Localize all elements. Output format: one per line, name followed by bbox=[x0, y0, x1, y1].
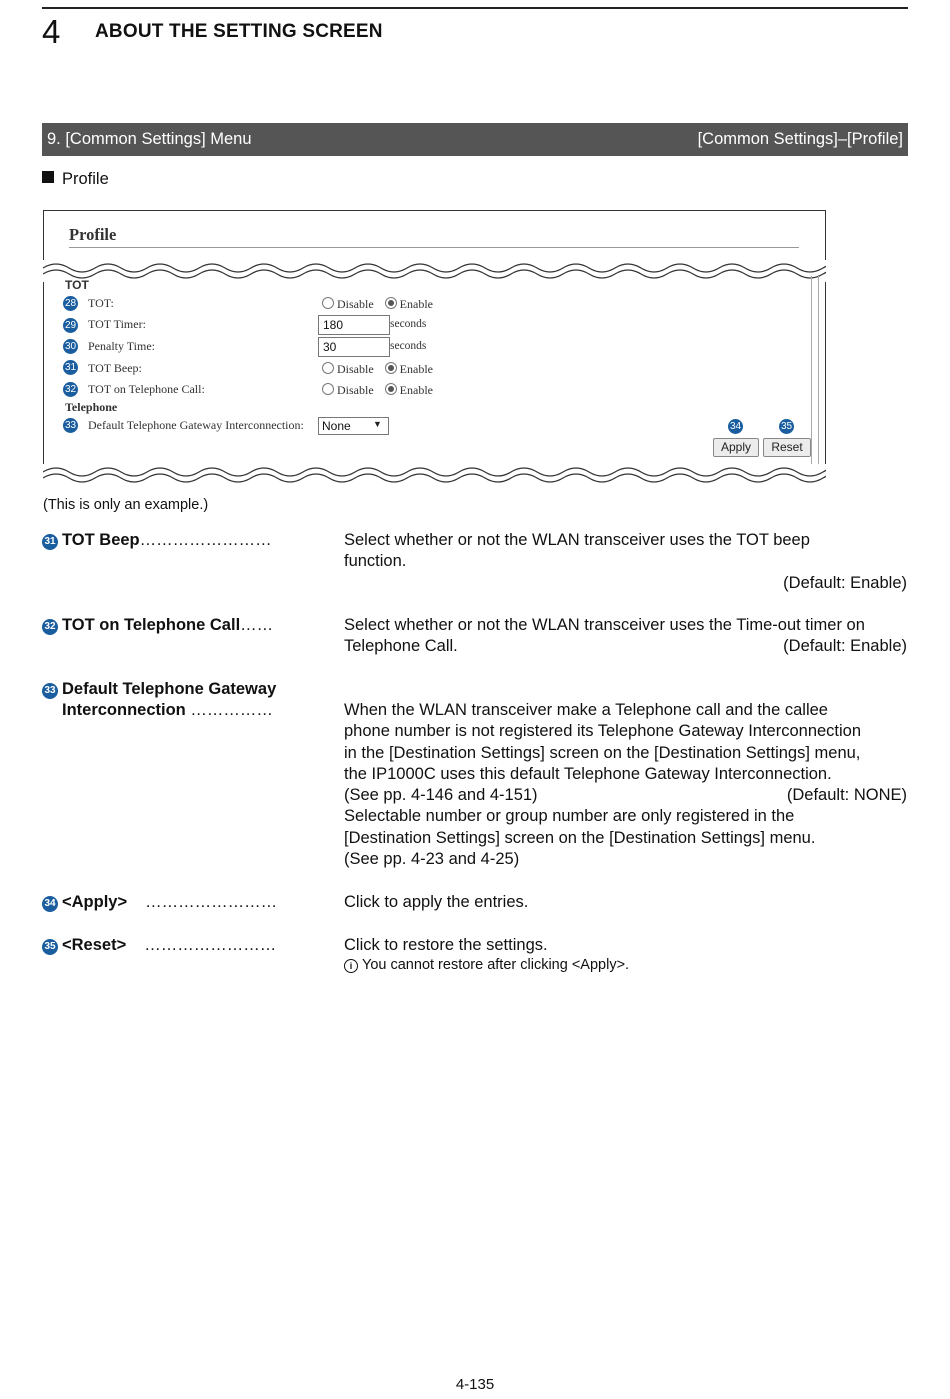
badge-29: 29 bbox=[64, 320, 77, 331]
row-label-tot-telephone: TOT on Telephone Call: bbox=[88, 382, 205, 396]
menu-bar bbox=[42, 123, 908, 156]
row-label-penalty-time: Penalty Time: bbox=[88, 339, 156, 353]
entry-note: i You cannot restore after clicking <Apply>. bbox=[344, 956, 907, 975]
entry-desc-apply: Click to apply the entries. bbox=[344, 893, 529, 911]
entry-desc-default-gateway: When the WLAN transceiver make a Telephone call and the callee phone number is not registered its Telephone Gateway Interconnection in the [Destination Settings] screen on the [Destination Settings] menu, the IP1000C uses this default Telephone Gateway Interconnection. (See pp. 4-146 and 4-151) (Default: NONE) Selectable number or group number are only registered in the [Destination Settings] screen on the [Destination Settings] menu. (See pp. 4-23 and 4-25) bbox=[344, 701, 907, 869]
apply-button[interactable]: Apply bbox=[713, 438, 759, 457]
reset-button[interactable]: Reset bbox=[763, 438, 811, 457]
entry-desc-reset: Click to restore the settings. i You cannot restore after clicking <Apply>. bbox=[344, 935, 907, 975]
example-note: (This is only an example.) bbox=[43, 497, 209, 513]
radio-off-icon bbox=[322, 297, 334, 309]
badge-33: 33 bbox=[42, 683, 58, 699]
chevron-down-icon: ▼ bbox=[373, 419, 382, 429]
top-rule bbox=[42, 7, 908, 9]
badge-28: 28 bbox=[64, 298, 77, 309]
entry-term-default-gateway: 33 Default Telephone Gateway Interconnection …………… bbox=[42, 679, 276, 721]
badge-31: 31 bbox=[64, 362, 77, 373]
tot-beep-enable-option[interactable]: Enable bbox=[385, 362, 433, 376]
row-label-tot-timer: TOT Timer: bbox=[88, 317, 146, 331]
radio-on-icon bbox=[385, 297, 397, 309]
screenshot-frame bbox=[43, 210, 826, 490]
section-label: Profile bbox=[62, 170, 109, 188]
default-value: (Default: Enable) bbox=[783, 573, 907, 592]
group-label-telephone: Telephone bbox=[65, 400, 118, 414]
tot-timer-unit: seconds bbox=[390, 318, 427, 330]
chapter-number: 4 bbox=[42, 13, 61, 50]
radio-on-icon bbox=[385, 383, 397, 395]
default-gateway-select[interactable]: None bbox=[318, 417, 389, 435]
wave-break-bottom bbox=[43, 464, 826, 490]
penalty-time-unit: seconds bbox=[390, 340, 427, 352]
badge-30: 30 bbox=[64, 341, 77, 352]
tot-timer-input[interactable]: 180 bbox=[318, 315, 390, 335]
section-heading bbox=[42, 168, 109, 190]
badge-35: 35 bbox=[42, 939, 58, 955]
group-label-tot: TOT bbox=[65, 278, 89, 292]
badge-33: 33 bbox=[64, 420, 77, 431]
info-icon: i bbox=[344, 959, 358, 973]
settings-screenshot bbox=[43, 210, 826, 490]
row-label-tot: TOT: bbox=[88, 296, 114, 310]
badge-35: 35 bbox=[780, 421, 793, 432]
radio-off-icon bbox=[322, 383, 334, 395]
badge-34: 34 bbox=[729, 421, 742, 432]
badge-32: 32 bbox=[42, 619, 58, 635]
tot-enable-option[interactable]: Enable bbox=[385, 297, 433, 311]
row-label-tot-beep: TOT Beep: bbox=[88, 361, 142, 375]
badge-32: 32 bbox=[64, 384, 77, 395]
screenshot-scrollbar bbox=[811, 276, 819, 466]
radio-on-icon bbox=[385, 362, 397, 374]
tot-telephone-disable-option[interactable]: Disable bbox=[322, 383, 374, 397]
tot-telephone-radio-group bbox=[322, 383, 441, 398]
tot-radio-group bbox=[322, 297, 441, 312]
menu-bar-left: 9. [Common Settings] Menu bbox=[47, 130, 252, 148]
tot-beep-radio-group bbox=[322, 362, 441, 377]
penalty-time-input[interactable]: 30 bbox=[318, 337, 390, 357]
page-number: 4-135 bbox=[455, 1376, 495, 1393]
row-label-default-gateway: Default Telephone Gateway Interconnection: bbox=[88, 418, 304, 432]
radio-off-icon bbox=[322, 362, 334, 374]
wave-break-top bbox=[43, 260, 826, 278]
entry-term-apply: 34 <Apply> …………………… bbox=[42, 892, 277, 913]
entry-desc-tot-beep: Select whether or not the WLAN transceiver uses the TOT beep function. (Default: Enable) bbox=[344, 530, 907, 594]
entry-term-reset: 35 <Reset> …………………… bbox=[42, 935, 276, 956]
tot-beep-disable-option[interactable]: Disable bbox=[322, 362, 374, 376]
screenshot-title-rule bbox=[69, 247, 799, 248]
entry-desc-tot-telephone: Select whether or not the WLAN transceiver uses the Time-out timer on (Default: Enable) Telephone Call. bbox=[344, 615, 907, 658]
chapter-title: ABOUT THE SETTING SCREEN bbox=[95, 21, 383, 42]
entry-term-tot-beep: 31 TOT Beep…………………… bbox=[42, 530, 272, 551]
menu-bar-right: [Common Settings]–[Profile] bbox=[697, 130, 903, 148]
tot-disable-option[interactable]: Disable bbox=[322, 297, 374, 311]
badge-34: 34 bbox=[42, 896, 58, 912]
badge-31: 31 bbox=[42, 534, 58, 550]
square-bullet-icon bbox=[42, 171, 54, 183]
tot-telephone-enable-option[interactable]: Enable bbox=[385, 383, 433, 397]
default-value: (Default: NONE) bbox=[786, 786, 907, 805]
default-value: (Default: Enable) bbox=[783, 637, 907, 656]
screenshot-title: Profile bbox=[69, 225, 117, 244]
entry-term-tot-telephone: 32 TOT on Telephone Call…… bbox=[42, 615, 273, 636]
